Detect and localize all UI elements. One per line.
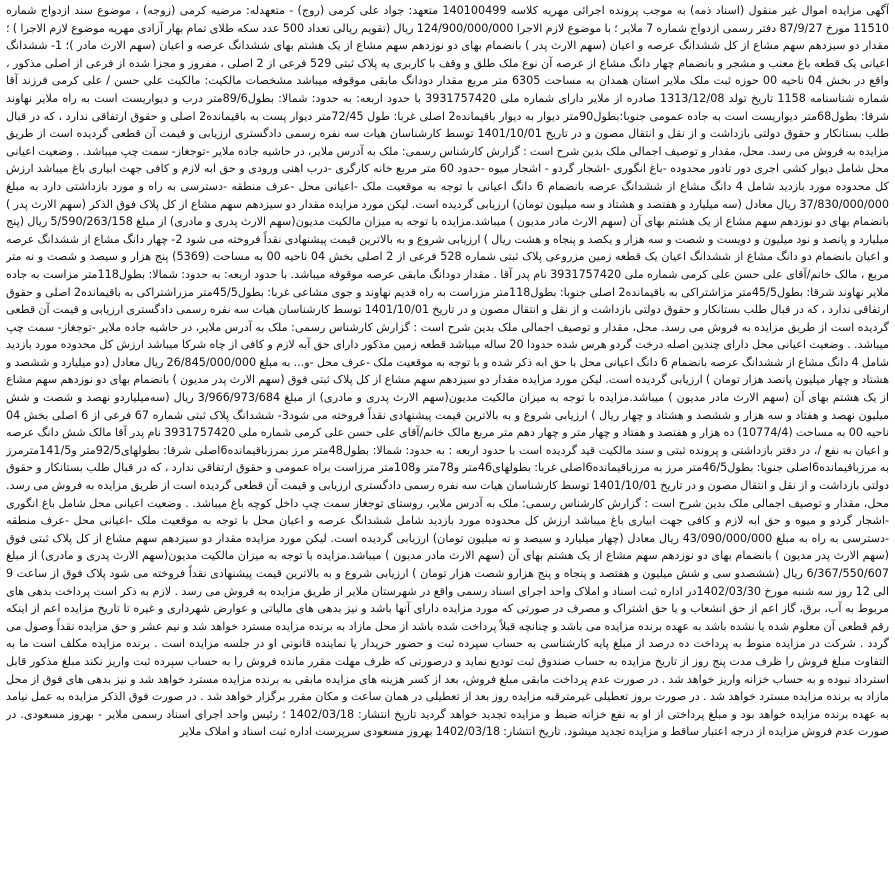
notice-body-text: آگهی مزایده اموال غیر منقول (اسناد ذمه) به موجب پرونده اجرائی مهریه کلاسه 140100499 متعهد: جواد علی کرمی (روج) - متعهدله: مرضیه کرمی (زوجه) ، موضوع سند ازدواج شماره 11510 مورخ 87/9/27 دفتر رسمی ازدواج شماره 7 ملایر ؛ با موضوع لازم الاجرا 124/900/000/000 ریال (تقویم ریالی تعداد 500 عدد سکه طلای تمام بهار آزادی مهریه موضوع لازم الاجرا ) ؛ مقدار دو سیزدهم سهم مشاع از کل ششدانگ عرصه و اعیان (سهم الارث پدر ) بانضمام بهای دو نوزدهم سهم مشاع از یک هشتم بهای ششدانگ عرصه و اعیان (سهم الارث مادر )؛ 1- ششدانگ اعیانی یک قطعه باغ معنب و مشجر و بانضمام چهار دانگ مشاع از عرصه آن نوع ملک طلق و وقف با کاربری یه پلاک ثبتی 529 فرعی از 2 اصلی ، مفروز و مجزا شده از فرعی از اصلی مذکور ، واقع در بخش 04 ناحیه 00 حوزه ثبت ملک ملایر استان همدان به مساحت 6305 متر مربع مقدار دودانگ مابقی موقوفه میباشد مشخصات مالکیت: مالکیت علی حسن / علی کرمی فرزند آقا شماره شناسنامه 1158 تاریخ تولد 1313/12/08 صادره از ملایر دارای شماره ملی 3931757420 با حدود اربعه: به حدود: شمالا: بطول89/6متر درب و دیواریست است به راه ملایر نهاوند شرقا: بطول68متر دیواریست است به جاده عمومی جنوبا:بطول90متر دیوار به دیوار باقیمانده2 اصلی غربا: طول 72/45متر دیوار پست به باقیمانده2 اصلی و حقوق ارتفاقی ندارد ، که در قبال طلب بستانکار و حقوق دولتی بازداشت و از نقل و انتقال مصون و در تاریخ 1401/10/01 توسط کارشناسان هیات سه نفره رسمی دادگستری ارزیابی و قیمت آن قطعی گردیده است از طریق مزایده به فروش می رسد. محل، مقدار و توصیف اجمالی ملک بدین شرح است : گزارش کارشناس رسمی: ملک به آدرس ملایر، در حاشیه جاده ملایر -توجغاز- سمت چپ میباشد. . وضعیت اعیانی محل شامل دیوار کشی اجری دور تادور محدوده -باغ انگوری -اشجار گردو - اشجار میوه -حدود 60 متر مربع خانه کارگری -درب اهنی ورودی و حق ابه لازم و کافی جهت ابیاری باغ میباشد ارزش کل محدوده مورد بازدید شامل 4 دانگ مشاع از ششدانگ عرصه بانضمام 6 دانگ اعیانی با توجه به موقعیت ملک -اعیانی محل -عرف منطقه -دسترسی به راه و مورد بازداشتی دارد به مبلغ 37/830/000/000 ریال معادل (سه میلیارد و هفتصد و هشتاد و سه میلیون تومان) ارزیابی گردیده است. لیکن مورد مزایده مقدار دو سیزدهم سهم مشاع از کل پلاک فوق الذکر (سهم الارث پدر ) بانضمام بهای دو نوزدهم سهم مشاع از یک هشتم بهای آن (سهم الارث مادر مدیون ) میباشد.مزایده با توجه به میزان مالکیت مدیون(سهم الارث پدری و مادری) از مبلغ 5/590/263/158 ریال (پنج میلیارد و پانصد و نود میلیون و دویست و شصت و سه هزار و یکصد و پنجاه و هشت ریال ) ارزیابی شروع و به بالاترین قیمت پیشنهادی نقداً فروخته می شود 2- چهار دانگ مشاع از ششدانگ عرصه و اعیان بانضمام دو دانگ مشاع از ششدانگ اعیان یک قطعه زمین مزروعی پلاک ثبتی شماره 528 فرعی از 2 اصلی بخش 04 ناحیه 00 به مساحت (5369) پنج هزار و سیصد و شصت و نه متر مربع ، مالک خانم/آقای علی حسن علی کرمی شماره ملی 3931757420 نام پدر آقا . مقدار دودانگ مابقی عرصه موقوفه میباشد. با حدود اربعه: به حدود: شمالا: بطول118متر مزاست به جاده ملایر نهاوند شرقا: بطول45/5متر مزاشتراکی به باقیمانده2 اصلی جنوبا: بطول118متر مزراست به راه قدیم نهاوند و جوی مشاعی غربا: بطول45/5متر مزراشتراکی به باقیمانده2 اصلی و حقوق ارتفاقی ندارد ، که در قبال طلب بستانکار و حقوق دولتی بازداشت و از نقل و انتقال مصون و در تاریخ 1401/10/01 توسط کارشناسان هیات سه نفره رسمی دادگستری ارزیابی و قیمت آن قطعی گردیده است از طریق مزایده به فروش می رسد. محل، مقدار و توصیف اجمالی ملک بدین شرح است : گزارش کارشناس رسمی: ملک به آدرس ملایر، در حاشیه جاده ملایر -توجغاز- سمت چپ میباشد. . وضعیت اعیانی محل دارای چندین اصله درخت گردو هرس شده حدودا 20 ساله میباشد قطعه زمین مذکور دارای حق آبه لازم و کافی از چاه شرکا میباشد ارزش کل محدوده مورد بازدید شامل 4 دانگ مشاع از ششدانگ عرصه بانضمام 6 دانگ اعیانی محل با حق ابه ذکر شده و با توجه به موقعیت ملک -عرف محل -و... به مبلغ 26/845/000/000 ریال معادل (دو میلیارد و ششصد و هشتاد و چهار میلیون پانصد هزار تومان ) ارزیابی گردیده است. لیکن مورد مزایده مقدار دو سیزدهم سهم مشاع از کل پلاک ثبتی فوق (سهم الارث پدر مدیون ) بانضمام بهای دو نوزدهم سهم مشاع از یک هشتم بهای آن (سهم الارث مادر مدیون ) میباشد.مزایده با توجه به میزان مالکیت مدیون(سهم الارث پدری و مادری) از مبلغ 3/966/973/684 ریال (سه‌میلیاردو نهصد و شصت و شش میلیون نهصد و هفتاد و سه هزار و ششصد و هشتاد و چهار ریال ) ارزیابی شروع و به بالاترین قیمت پیشنهادی نقداً فروخته می شود3- ششدانگ پلاک ثبتی شماره 67 فرعی از 6 اصلی بخش 04 ناحیه 00 به مساحت (10774/4) ده هزار و هفتصد و هفتاد و چهار متر و چهار دهم متر مربع مالک خانم/آقای علی حسن علی کرمی شماره ملی 3931757420 نام پدر آقا مالک شش دانگ عرصه و اعیان به نفع /، در دفتر بازداشتی و پرونده ثبتی و سند مالکیت قید گردیده است با حدود اربعه : به حدود: شمالا: بطول48متر مرز بمرزباقیمانده6اصلی شرقا: بطولهای92/5متر و141/5مترمرز به مرزباقیمانده6اصلی جنوبا: بطول46/5متر مرز به مرزباقیمانده6اصلی غربا: بطولهای46متر و78متر و108متر مرزاست براه عمومی و حقوق ارتفاقی ندارد ، که در قبال طلب بستانکار و حقوق دولتی بازداشت و از نقل و انتقال مصون و در تاریخ 1401/10/01 توسط کارشناسان هیات سه نفره رسمی دادگستری ارزیابی و قیمت آن قطعی گردیده است از طریق مزایده به فروش می رسد. محل، مقدار و توصیف اجمالی ملک بدین شرح است : گزارش کارشناس رسمی: ملک به آدرس ملایر، روستای توجغاز سمت چپ داخل کوچه باغ میباشد. . وضعیت اعیانی محل شامل باغ انگوری -اشجار گردو و میوه و حق ابه لازم و کافی جهت ابیاری باغ میباشد ارزش کل محدوده مورد بازدید شامل ششدانگ عرصه و اعیان محل با توجه به موقعیت ملک -اعیانی محل -عرف منطقه -دسترسی به راه به مبلغ 43/090/000/000 ریال معادل (چهار میلیارد و سیصد و نه میلیون تومان) ارزیابی گردیده است. لیکن مورد مزایده مقدار دو سیزدهم سهم مشاع از کل پلاک ثبتی فوق (سهم الارث پدر مدیون ) بانضمام بهای دو نوزدهم سهم مشاع از یک هشتم بهای آن (سهم الارث مادر مدیون ) میباشد.مزایده با توجه به میزان مالکیت مدیون(سهم الارث پدری و مادری) از مبلغ 6/367/550/607 ریال (ششصدو سی و شش میلیون و هفتصد و پنجاه و پنج هزارو شصت هزار تومان ) ارزیابی شروع و به بالاترین قیمت پیشنهادی نقداً فروخته می شود پلاک فوق از ساعت 9 الی 12 روز سه شنبه مورخ 1402/03/30در اداره ثبت اسناد و املاک واحد اجرای اسناد رسمی واقع در شهرستان ملایر از طریق مزایده به فروش می رسد . لازم به ذکر است پرداخت بدهی های مربوط به آب، برق، گاز اعم از حق انشعاب و یا حق اشتراک و مصرف در صورتی که مورد مزایده دارای آنها باشد و نیز بدهی های مالیاتی و عوارض شهرداری و غیره تا تاریخ مزایده اعم از اینکه رقم قطعی آن معلوم شده یا نشده باشد به عهده برنده مزایده می باشد و چنانچه قبلاً پرداخت شده باشد از محل مازاد به برنده مزایده مسترد خواهد شد و نیم عشر و حق مزایده نقداً وصول می گردد . شرکت در مزایده منوط به پرداخت ده درصد از مبلغ پایه کارشناسی به حساب سپرده ثبت و حضور خریدار یا نماینده قانونی او در جلسه مزایده است . برنده مزایده مکلف است ما به التفاوت مبلغ فروش را ظرف مدت پنج روز از تاریخ مزایده به حساب صندوق ثبت تودیع نماید و درصورتی که ظرف مهلت مقرر مانده فروش را به حساب سپرده ثبت واریز نکند مبلغ مذکور قابل استرداد نبوده و به حساب خزانه واریز خواهد شد . در صورت عدم پرداخت مابقی مبلغ فروش، بعد از کسر هزینه های مزایده مابقی به برنده مزایده مسترد خواهد شد و نیز بدهی های فوق از محل مازاد به برنده مزایده مسترد خواهد شد . در صورت بروز تعطیلی غیرمترقبه مزایده روز بعد از تعطیلی در همان ساعت و مکان مقرر برگزار خواهد شد . در صورت فوق الذکر مزایده به عمل نیامد به عهده برنده مزایده خواهد بود و مبلغ پرداختی از او به نفع خزانه ضبط و مزایده تجدید خواهد گردید تاریخ انتشار: 1402/03/18 ؛ رئیس واحد اجرای اسناد رسمی ملایر - بهروز مسعودی. در صورت عدم فروش مزایده از درجه اعتبار ساقط و مزایده تجدید میشود. تاریخ انتشار: 1402/03/18 بهروز مسعودی سرپرست اداره ثبت اسناد و املاک ملایر — [6, 4, 889, 739]
auction-notice — [6, 2, 889, 868]
